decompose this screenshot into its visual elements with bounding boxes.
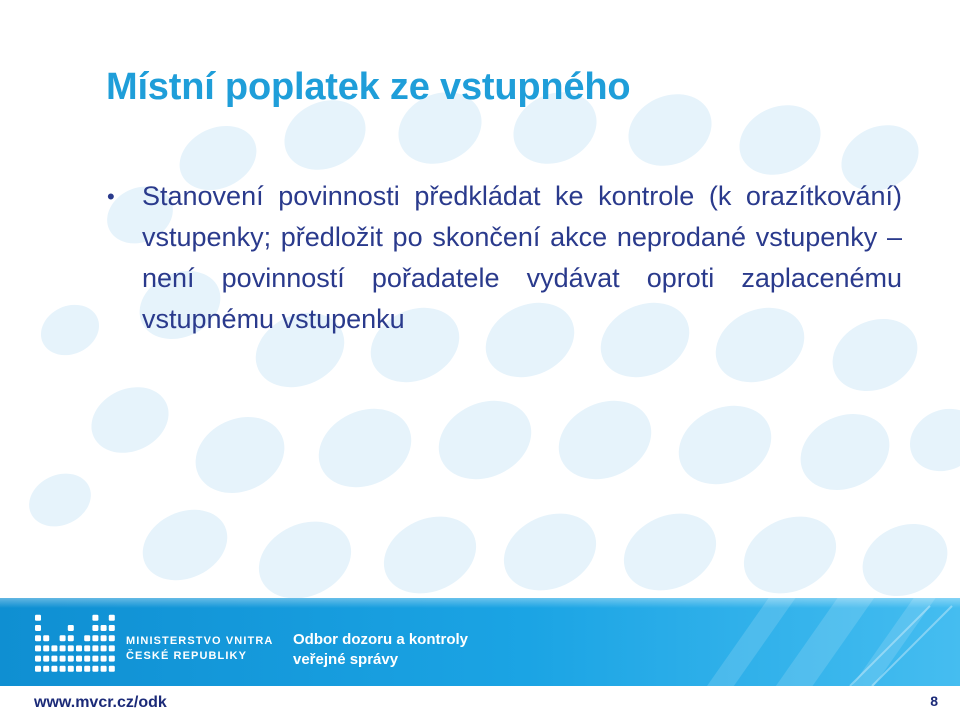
bullet-item — [107, 176, 902, 340]
bullet-text: Stanovení povinnosti předkládat ke kontrole (k orazítkování) vstupenky; předložit po skončení akce neprodané vstupenky – není povinností pořadatele vydávat oproti zaplacenému vstupnému vstupenku — [142, 181, 902, 334]
ministry-logo-icon — [35, 612, 117, 674]
department-name-line2: veřejné správy — [293, 651, 399, 668]
bullet-list — [107, 176, 902, 340]
footer-decoration-icon — [700, 598, 960, 686]
page-number: 8 — [930, 693, 938, 709]
department-name — [293, 630, 468, 670]
slide-title: Místní poplatek ze vstupného — [106, 66, 631, 108]
ministry-name-line2: ČESKÉ REPUBLIKY — [126, 650, 248, 662]
ministry-name — [126, 634, 273, 664]
website-link[interactable]: www.mvcr.cz/odk — [34, 694, 167, 711]
ministry-name-line1: MINISTERSTVO VNITRA — [126, 635, 274, 647]
bullet-marker: • — [107, 184, 115, 209]
department-name-line1: Odbor dozoru a kontroly — [293, 631, 468, 648]
